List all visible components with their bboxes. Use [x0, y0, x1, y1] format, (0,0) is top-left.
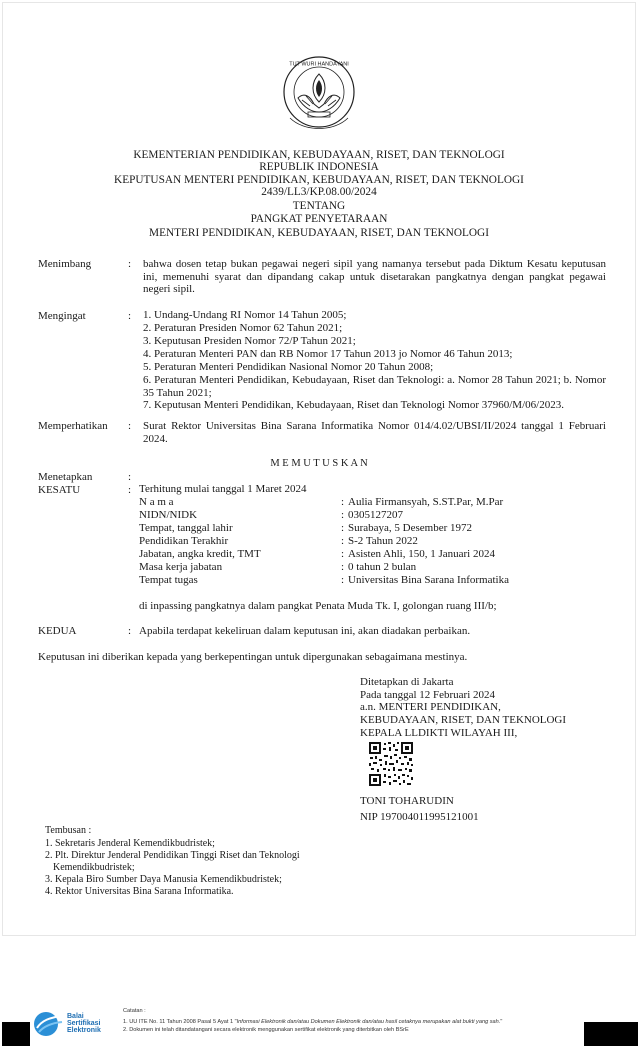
field-label: N a m a	[139, 496, 174, 508]
kedua-colon: :	[128, 625, 132, 637]
mengingat-item: 1. Undang-Undang RI Nomor 14 Tahun 2005;	[143, 309, 347, 321]
signature-on-behalf: a.n. MENTERI PENDIDIKAN,	[360, 701, 501, 713]
memperhatikan-text: Surat Rektor Universitas Bina Sarana Informatika Nomor 014/4.02/UBSI/II/2024 tanggal 1 Februari 2024.	[143, 420, 606, 445]
field-label: Pendidikan Terakhir	[139, 535, 229, 547]
closing-statement: Keputusan ini diberikan kepada yang berkepentingan untuk dipergunakan sebagaimana mestinya.	[38, 651, 468, 663]
tembusan-item: 4. Rektor Universitas Bina Sarana Informatika.	[45, 886, 234, 897]
mengingat-colon: :	[128, 310, 132, 322]
tut-wuri-handayani-emblem-icon	[276, 52, 362, 138]
field-colon: :	[341, 574, 345, 586]
field-label: Masa kerja jabatan	[139, 561, 223, 573]
memutuskan-heading: M E M U T U S K A N	[270, 458, 368, 469]
field-label: NIDN/NIDK	[139, 509, 198, 521]
menimbang-text: bahwa dosen tetap bukan pegawai negeri sipil yang namanya tersebut pada Diktum Kesatu keputusan ini, memenuhi syarat dan dipandang cakap untuk disetarakan pangkatnya dengan pangkat pegawai negeri sipil.	[143, 258, 606, 296]
tembusan-item: 3. Kepala Biro Sumber Daya Manusia Kemendikbudristek;	[45, 874, 282, 885]
mengingat-item: 5. Peraturan Menteri Pendidikan Nasional Nomor 20 Tahun 2008;	[143, 361, 434, 373]
mengingat-item: 2. Peraturan Presiden Nomor 62 Tahun 2021;	[143, 322, 343, 334]
field-label: Jabatan, angka kredit, TMT	[139, 548, 261, 560]
tembusan-item: 1. Sekretaris Jenderal Kemendikbudristek;	[45, 838, 215, 849]
footer-notes-title: Catatan :	[123, 1008, 146, 1014]
header-decree-number: 2439/LL3/KP.08.00/2024	[261, 186, 377, 198]
menetapkan-colon: :	[128, 471, 132, 483]
field-colon: :	[341, 522, 345, 534]
bsre-logo-icon	[32, 1010, 66, 1038]
field-colon: :	[341, 535, 345, 547]
logo-motto: TUT WURI HANDAYANI	[289, 61, 349, 68]
header-minister: MENTERI PENDIDIKAN, KEBUDAYAAN, RISET, DAN TEKNOLOGI	[149, 227, 489, 239]
field-label: Tempat tugas	[139, 574, 198, 586]
kesatu-colon: :	[128, 484, 132, 496]
field-label: Tempat, tanggal lahir	[139, 522, 233, 534]
menetapkan-label: Menetapkan	[38, 471, 93, 483]
mengingat-item: 7. Keputusan Menteri Pendidikan, Kebudayaan, Riset dan Teknologi Nomor 37960/M/06/2023.	[143, 399, 564, 411]
kesatu-label: KESATU	[38, 484, 81, 496]
mengingat-item: 6. Peraturan Menteri Pendidikan, Kebudayaan, Riset dan Teknologi: a. Nomor 28 Tahun 2021; b. Nomor 35 Tahun 2021;	[143, 374, 606, 399]
header-decree-title: KEPUTUSAN MENTERI PENDIDIKAN, KEBUDAYAAN, RISET, DAN TEKNOLOGI	[114, 174, 524, 186]
field-value-nidn: 0305127207	[348, 509, 403, 521]
signature-place: Ditetapkan di Jakarta	[360, 676, 454, 688]
tembusan-title: Tembusan :	[45, 825, 92, 836]
field-colon: :	[341, 496, 345, 508]
field-value-workplace: Universitas Bina Sarana Informatika	[348, 574, 509, 586]
signatory-name: TONI TOHARUDIN	[360, 795, 454, 807]
header-subject: PANGKAT PENYETARAAN	[250, 213, 388, 225]
footer-bar-left	[2, 1022, 30, 1046]
kesatu-intro: Terhitung mulai tanggal 1 Maret 2024	[139, 483, 307, 495]
field-colon: :	[341, 561, 345, 573]
qr-code-icon[interactable]	[368, 741, 414, 787]
footer-note-1: 1. UU ITE No. 11 Tahun 2008 Pasal 5 Ayat 1 "Informasi Elektronik dan/atau Dokumen Elektronik dan/atau hasil cetaknya merupakan alat bukti yang sah."	[123, 1019, 503, 1025]
mengingat-item: 3. Keputusan Presiden Nomor 72/P Tahun 2021;	[143, 335, 356, 347]
mengingat-label: Mengingat	[38, 310, 86, 322]
field-value-tenure: 0 tahun 2 bulan	[348, 561, 417, 573]
signature-date: Pada tanggal 12 Februari 2024	[360, 689, 496, 701]
kesatu-closing: di inpassing pangkatnya dalam pangkat Penata Muda Tk. I, golongan ruang III/b;	[139, 600, 497, 612]
memperhatikan-label: Memperhatikan	[38, 420, 108, 432]
header-republic: REPUBLIK INDONESIA	[259, 161, 379, 173]
header-about: TENTANG	[292, 200, 346, 212]
signatory-nip: NIP 197004011995121001	[360, 811, 479, 823]
tembusan-item: 2. Plt. Direktur Jenderal Pendidikan Tinggi Riset dan Teknologi	[45, 850, 300, 861]
kedua-label: KEDUA	[38, 625, 77, 637]
menimbang-colon: :	[128, 258, 132, 270]
cert-label-3: Elektronik	[67, 1027, 101, 1034]
field-value-birth: Surabaya, 5 Desember 1972	[348, 522, 473, 534]
field-colon: :	[341, 548, 345, 560]
field-value-name: Aulia Firmansyah, S.ST.Par, M.Par	[348, 496, 504, 508]
field-value-position: Asisten Ahli, 150, 1 Januari 2024	[348, 548, 495, 560]
menimbang-label: Menimbang	[38, 258, 92, 270]
cert-label-2: Sertifikasi	[67, 1020, 101, 1027]
memperhatikan-colon: :	[128, 420, 132, 432]
signature-office: KEPALA LLDIKTI WILAYAH III,	[360, 727, 518, 739]
cert-label-1: Balai	[67, 1013, 84, 1020]
kedua-text: Apabila terdapat kekeliruan dalam keputusan ini, akan diadakan perbaikan.	[139, 625, 471, 637]
footer-note-2: 2. Dokumen ini telah ditandatangani secara elektronik menggunakan sertifikat elektronik yang diterbitkan oleh BSrE	[123, 1027, 409, 1033]
field-value-education: S-2 Tahun 2022	[348, 535, 418, 547]
signature-ministry: KEBUDAYAAN, RISET, DAN TEKNOLOGI	[360, 714, 567, 726]
footer-bar-right	[584, 1022, 638, 1046]
field-colon: :	[341, 509, 345, 521]
mengingat-item: 4. Peraturan Menteri PAN dan RB Nomor 17 Tahun 2013 jo Nomor 46 Tahun 2013;	[143, 348, 513, 360]
header-ministry: KEMENTERIAN PENDIDIKAN, KEBUDAYAAN, RISET, DAN TEKNOLOGI	[133, 149, 505, 161]
tembusan-item: Kemendikbudristek;	[53, 862, 135, 873]
